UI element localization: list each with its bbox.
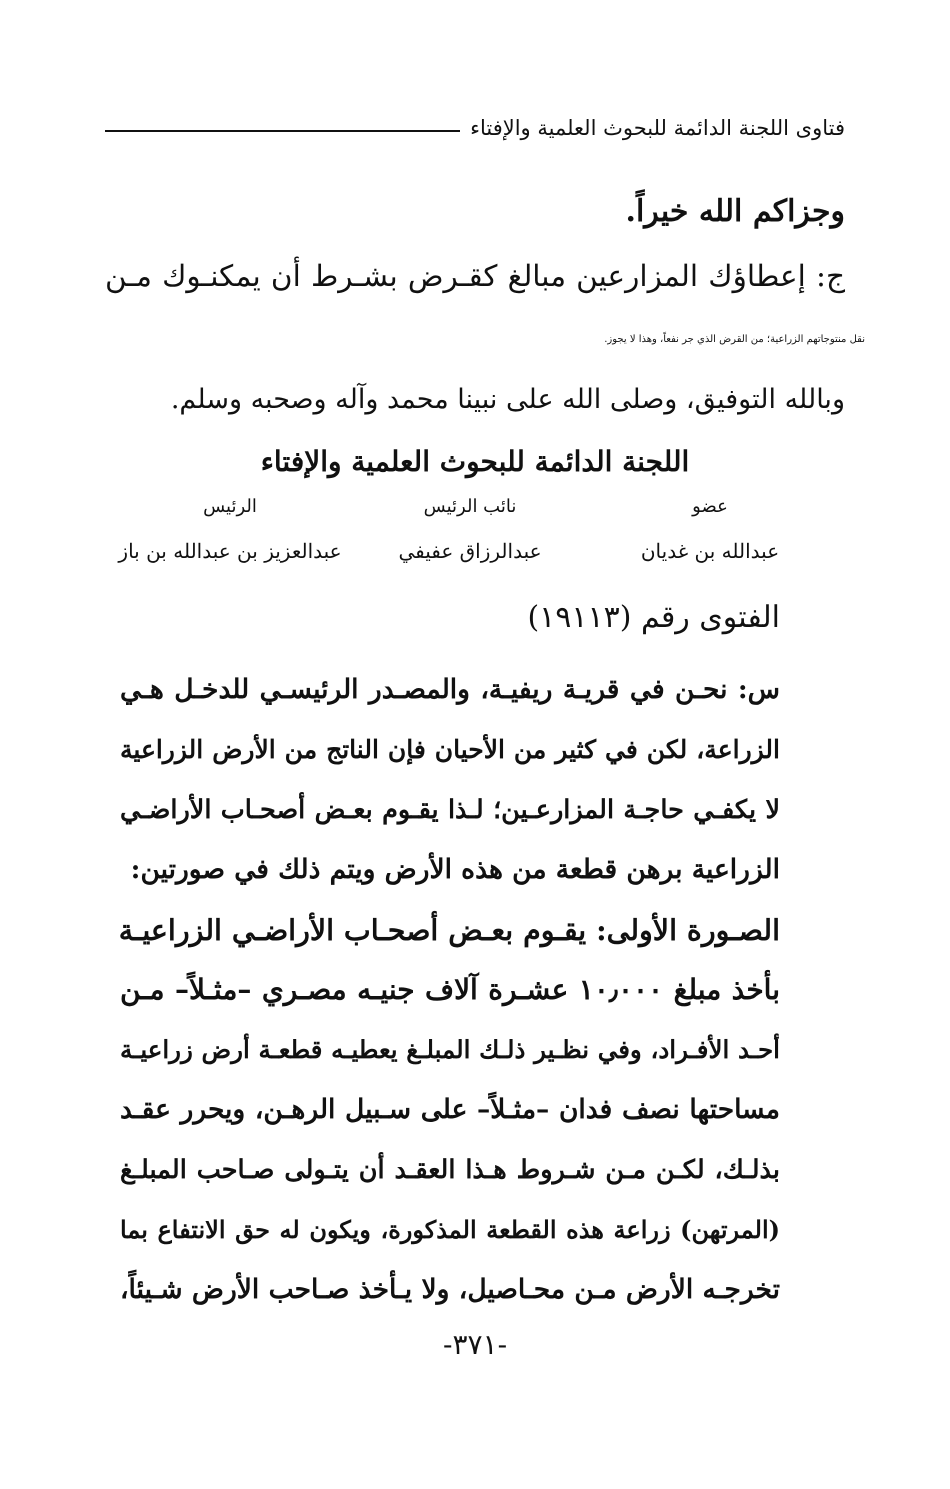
- running-header: [105, 116, 845, 140]
- signature-name: عبدالله بن غديان: [640, 539, 780, 563]
- question-line: الصـورة الأولى: يقـوم بعـض أصحـاب الأراضـي الزراعيـة: [118, 913, 780, 947]
- signature-role: نائب الرئيس: [423, 496, 517, 517]
- question-line: لا يكفـي حاجـة المزارعـين؛ لـذا يقـوم بعـض أصحـاب الأراضـي: [120, 795, 780, 825]
- signature-role: عضو: [692, 496, 728, 517]
- question-line: بأخذ مبلغ ١٠٫٠٠٠ عشـرة آلاف جنيـه مصـري –مثـلاً– مـن: [120, 973, 780, 1006]
- signature-table: [110, 492, 830, 568]
- question-line: الزراعية برهن قطعة من هذه الأرض ويتم ذلك في صورتين:: [130, 854, 780, 885]
- signature-vice-president: [350, 492, 590, 568]
- answer-line-3: نقل منتوجاتهم الزراعية؛ من القرض الذي جر نفعاً، وهذا لا يجوز.: [604, 334, 865, 345]
- committee-title: اللجنة الدائمة للبحوث العلمية والإفتاء: [260, 445, 690, 478]
- fatwa-number: الفتوى رقم (١٩١١٣): [527, 600, 780, 635]
- question-line: تخرجـه الأرض مـن محـاصيل، ولا يـأخذ صـاحب الأرض شـيئاً،: [120, 1274, 780, 1305]
- question-line: س: نحـن في قريـة ريفيـة، والمصـدر الرئيسـي للدخـل هـي: [120, 674, 780, 705]
- running-title: فتاوى اللجنة الدائمة للبحوث العلمية والإفتاء: [470, 116, 845, 140]
- answer-line-2: ج: إعطاؤك المزارعين مبالغ كقـرض بشـرط أن يمكنـوك مـن: [105, 259, 845, 293]
- question-line: أحـد الأفـراد، وفي نظـير ذلـك المبلـغ يعطيـه قطعـة أرض زراعيـة: [120, 1035, 780, 1064]
- answer-line-1: وجزاكم الله خيراً.: [625, 194, 845, 229]
- signature-name: عبدالرزاق عفيفي: [398, 539, 542, 563]
- answer-section: [105, 180, 865, 490]
- page-number: -٣٧١-: [442, 1328, 508, 1361]
- signature-role: الرئيس: [203, 496, 257, 517]
- question-line: مساحتها نصف فدان –مثـلاً– على سـبيل الرهـن، ويحرر عقـد: [120, 1094, 780, 1125]
- closing-formula: وبالله التوفيق، وصلى الله على نبينا محمد وآله وصحبه وسلم.: [170, 384, 845, 415]
- question-line: (المرتهن) زراعة هذه القطعة المذكورة، ويكون له حق الانتفاع بما: [120, 1215, 780, 1244]
- question-line: الزراعة، لكن في كثير من الأحيان فإن الناتج من الأرض الزراعية: [120, 735, 780, 764]
- question-section: [120, 660, 780, 1320]
- signature-name: عبدالعزيز بن عبدالله بن باز: [118, 539, 342, 563]
- signature-president: [110, 492, 350, 568]
- header-rule: [105, 130, 460, 132]
- signature-member: [590, 492, 830, 568]
- question-line: بذلـك، لكـن مـن شـروط هـذا العقـد أن يتـولى صـاحب المبلـغ: [120, 1155, 780, 1185]
